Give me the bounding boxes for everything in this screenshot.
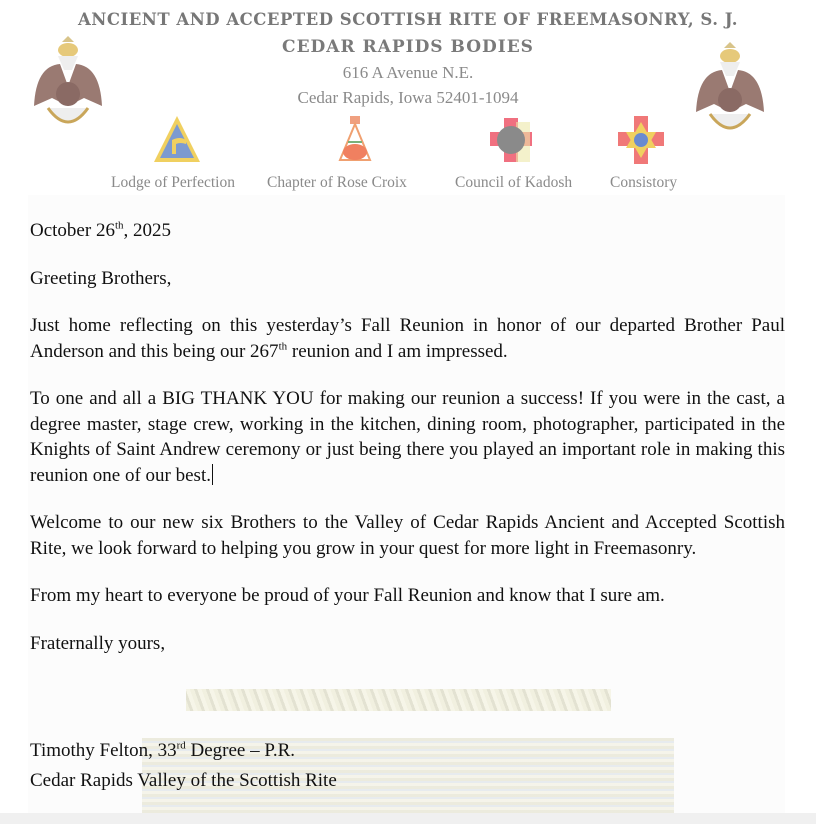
emblem-label-chapter-of-rose-croix: Chapter of Rose Croix	[267, 174, 407, 191]
letter-body	[30, 218, 785, 656]
paragraph-3: Welcome to our new six Brothers to the Valley of Cedar Rapids Ancient and Accepted Scottish Rite, we look forward to helping you grow in your quest for more light in Freemasonry.	[30, 512, 785, 559]
letter-date: October 26th, 2025	[30, 219, 172, 241]
paragraph-2[interactable]: To one and all a BIG THANK YOU for making our reunion a success! If you were in the cast, a degree master, stage crew, working in the kitchen, dining room, photographer, participated in the Knights of Saint Andrew ceremony or just being there you played an important role in making this reunion one of our best.	[30, 388, 785, 486]
signature-title: Cedar Rapids Valley of the Scottish Rite	[30, 770, 337, 791]
triangle-emblem-icon	[152, 114, 202, 166]
rose-croix-emblem-icon	[330, 114, 380, 166]
address-line-1: 616 A Avenue N.E.	[342, 63, 474, 82]
emblem-label-council-of-kadosh: Council of Kadosh	[455, 174, 573, 191]
organization-title: ANCIENT AND ACCEPTED SCOTTISH RITE OF FREEMASONRY, S. J.	[78, 10, 738, 29]
double-headed-eagle-icon	[694, 42, 766, 142]
emblem-label-consistory: Consistory	[610, 174, 678, 191]
text-cursor	[212, 464, 213, 485]
paragraph-4: From my heart to everyone be proud of your Fall Reunion and know that I sure am.	[30, 585, 665, 606]
page-bottom-bar	[0, 813, 816, 824]
closing: Fraternally yours,	[30, 632, 166, 654]
faded-seal-image	[186, 689, 611, 711]
kadosh-eagle-cross-icon	[486, 114, 536, 166]
consistory-cross-icon	[616, 114, 666, 166]
signature-name: Timothy Felton, 33rd Degree – P.R.	[30, 739, 295, 761]
paragraph-1: Just home reflecting on this yesterday’s Fall Reunion in honor of our departed Brother Paul Anderson and this being our 267th reunion and I am impressed.	[30, 315, 785, 362]
emblem-label-lodge-of-perfection: Lodge of Perfection	[111, 174, 235, 191]
salutation: Greeting Brothers,	[30, 267, 172, 289]
bodies-title: CEDAR RAPIDS BODIES	[282, 37, 534, 57]
double-headed-eagle-icon	[32, 36, 104, 136]
address-line-2: Cedar Rapids, Iowa 52401-1094	[297, 88, 519, 107]
